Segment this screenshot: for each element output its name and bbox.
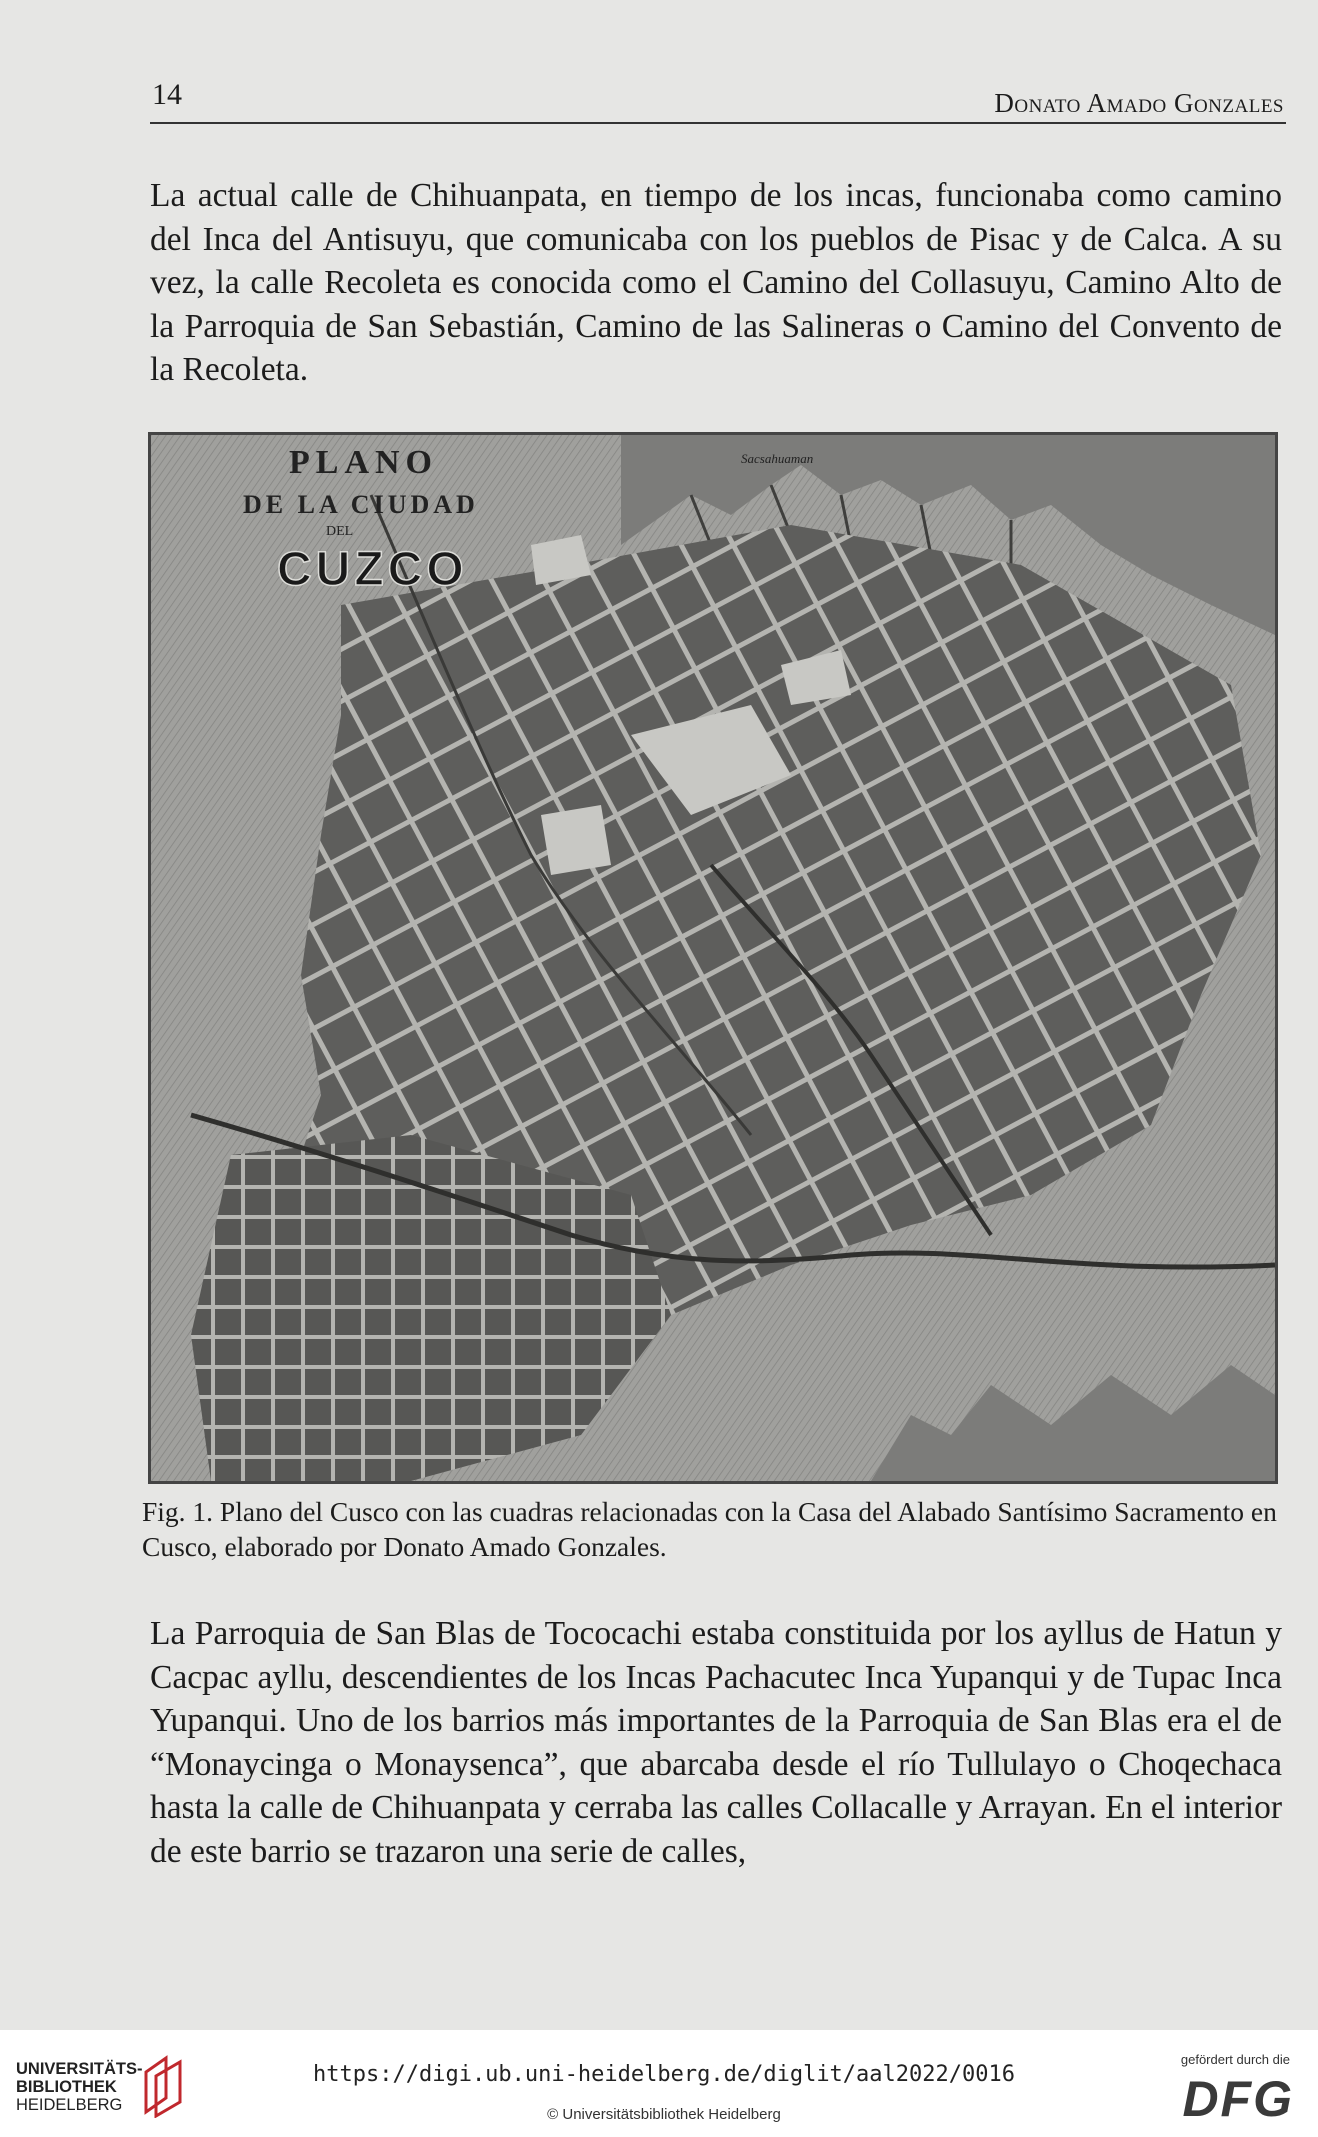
header-rule <box>150 122 1286 124</box>
page-number: 14 <box>152 78 182 111</box>
permalink-url[interactable]: https://digi.ub.uni-heidelberg.de/diglit/aal2022/0016 <box>313 2062 1015 2087</box>
paragraph-san-blas: La Parroquia de San Blas de Tococachi estaba constituida por los ayllus de Hatun y Cacpac ayllu, descendientes de los Incas Pachacutec Inca Yupanqui y de Tupac Inca Yupanqui. Uno de los barrios más importantes de la Parroquia de San Blas era el de “Monaycinga o Monaysenca”, que abarcaba desde el río Tullulayo o Choqechaca hasta la calle de Chihuanpata y cerraba las calles Collacalle y Arrayan. En el interior de este barrio se trazaron una serie de calles, <box>150 1615 1282 1870</box>
funder-note: gefördert durch die <box>1180 2052 1290 2067</box>
paragraph-chihuanpata: La actual calle de Chihuanpata, en tiempo de los incas, funcionaba como camino del Inca del Antisuyu, que comunicaba con los pueblos de Pisac y de Calca. A su vez, la calle Recoleta es conocida como el Camino del Collasuyu, Camino Alto de la Parroquia de San Sebastián, Camino de las Salineras o Camino del Convento de la Recoleta. <box>150 177 1282 388</box>
running-header-author: Donato Amado Gonzales <box>994 88 1284 118</box>
map-title-plano: PLANO <box>289 444 438 481</box>
figure-caption: Fig. 1. Plano del Cusco con las cuadras relacionadas con la Casa del Alabado Santísimo Sacramento en Cusco, elaborado por Donato Amado Gonzales. <box>142 1496 1277 1562</box>
map-title-del: DEL <box>326 524 354 539</box>
dfg-logo: DFG <box>1182 2071 1294 2127</box>
map-title-cuzco: CUZCO <box>277 543 468 596</box>
library-name-line1: UNIVERSITÄTS- <box>16 2060 143 2078</box>
map-figure <box>148 432 1278 1484</box>
digital-library-footer <box>0 2030 1318 2137</box>
library-name-line3: HEIDELBERG <box>16 2096 123 2114</box>
library-name-line2: BIBLIOTHEK <box>16 2078 117 2096</box>
copyright-notice: © Universitätsbibliothek Heidelberg <box>547 2106 781 2123</box>
map-title-de-la-ciudad: DE LA CIUDAD <box>243 490 479 519</box>
map-label-sacsahuaman: Sacsahuaman <box>741 451 814 466</box>
cusco-map-illustration <box>151 435 1275 1481</box>
plaza-san-francisco <box>541 805 611 875</box>
